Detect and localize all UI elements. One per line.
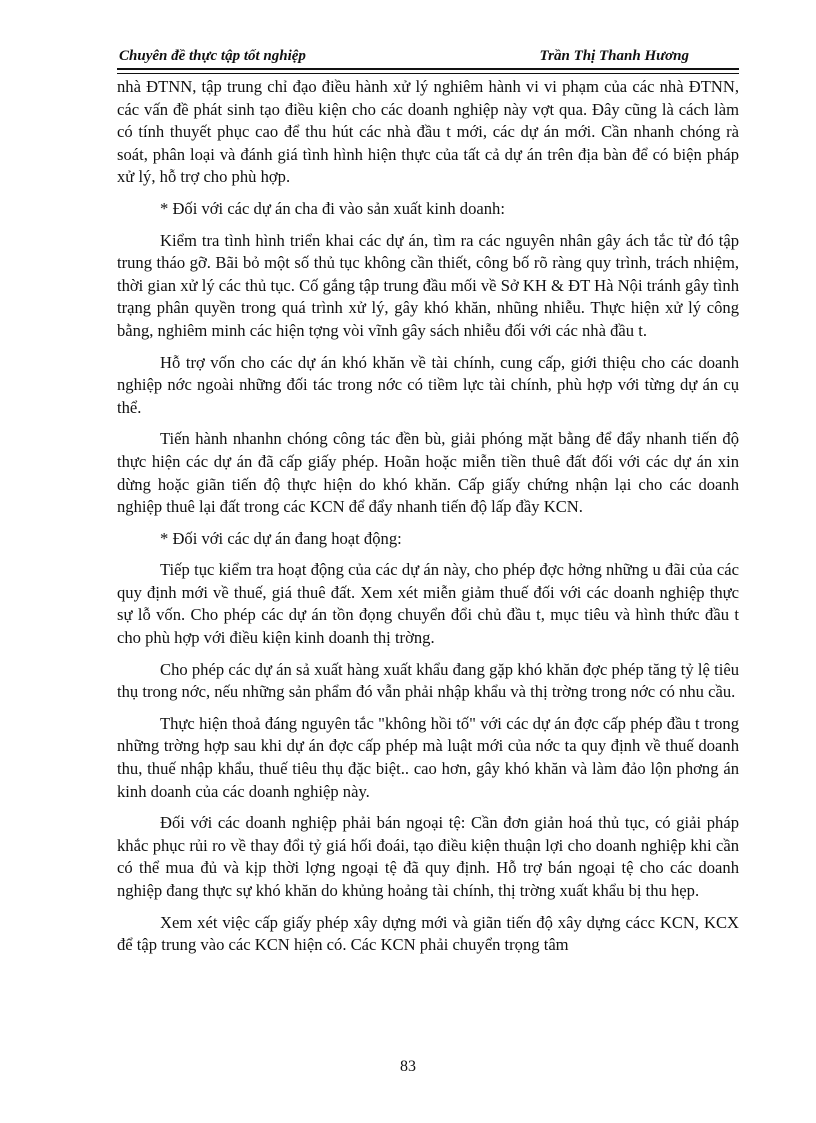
header-rule-thick (117, 68, 739, 70)
page-header (117, 44, 739, 68)
header-title: Chuyên đề thực tập tốt nghiệp (119, 48, 306, 64)
paragraph: nhà ĐTNN, tập trung chỉ đạo điều hành xử lý nghiêm hành vi vi phạm của các nhà ĐTNN, các vấn đề phát sinh tạo điều kiện cho các doanh nghiệp này vợt qua. Đây cũng là cách làm có tính thuyết phục cao để thu hút các nhà đầu t mới, các dự án mới. Cần nhanh chóng rà soát, phân loại và đánh giá tình hình hiện thực của tất cả dự án trên địa bàn để có biện pháp xử lý, hỗ trợ cho phù hợp. (117, 77, 739, 187)
paragraph: Cho phép các dự án sả xuất hàng xuất khẩu đang gặp khó khăn đợc phép tăng tỷ lệ tiêu thụ trong nớc, nếu những sản phẩm đó vẫn phải nhập khẩu và thị trờng trong nớc có nhu cầu. (117, 659, 739, 702)
header-author: Trần Thị Thanh Hương (539, 48, 689, 64)
paragraph: Xem xét việc cấp giấy phép xây dựng mới và giãn tiến độ xây dựng cácc KCN, KCX để tập trung vào các KCN hiện có. Các KCN phải chuyển trọng tâm (117, 912, 739, 955)
paragraph: Tiếp tục kiểm tra hoạt động của các dự án này, cho phép đợc hởng những u đãi của các quy định mới về thuế, giá thuê đất. Xem xét miễn giảm thuế đối với các doanh nghiệp thực sự lỗ vốn. Cho phép các dự án tồn đọng chuyển đổi chủ đầu t, mục tiêu và hình thức đầu t cho phù hợp với điều kiện kinh doanh thị trờng. (117, 560, 739, 648)
header-rule-thin (117, 73, 739, 74)
paragraph: Thực hiện thoả đáng nguyên tắc "không hồi tố" với các dự án đợc cấp phép đầu t trong những trờng hợp sau khi dự án đợc cấp phép mà luật mới của nớc ta quy định về thuế doanh thu, thuế nhập khẩu, thuế tiêu thụ đặc biệt.. cao hơn, gây khó khăn và làm đảo lộn phơng án kinh doanh của các doanh nghiệp này. (117, 713, 739, 801)
paragraph: Đối với các doanh nghiệp phải bán ngoại tệ: Cần đơn giản hoá thủ tục, có giải pháp khắc phục rủi ro về thay đổi tỷ giá hối đoái, tạo điều kiện thuận lợi cho doanh nghiệp khi cần có thể mua đủ và kịp thời lợng ngoại tệ đã quy định. Hỗ trợ bán ngoại tệ cho các doanh nghiệp đang thực sự khó khăn do khủng hoảng tài chính, thị trờng xuất khẩu bị thu hẹp. (117, 813, 739, 900)
page-number: 83 (400, 1058, 416, 1075)
section-heading: * Đối với các dự án cha đi vào sản xuất kinh doanh: (160, 198, 505, 218)
paragraph: Kiểm tra tình hình triển khai các dự án, tìm ra các nguyên nhân gây ách tắc từ đó tập trung tháo gỡ. Bãi bỏ một số thủ tục không cần thiết, công bố rõ ràng quy trình, trách nhiệm, thời gian xử lý các thủ tục. Cố gắng tập trung đầu mối về Sở KH & ĐT Hà Nội tránh gây tình trạng phân quyền trong quá trình xử lý, gây khó khăn, nhũng nhiễu. Thực hiện xử lý công bằng, nghiêm minh các hiện tợng vòi vĩnh gây sách nhiễu đối với các nhà đầu t. (117, 230, 739, 340)
paragraph: Hỗ trợ vốn cho các dự án khó khăn về tài chính, cung cấp, giới thiệu cho các doanh nghiệp nớc ngoài những đối tác trong nớc có tiềm lực tài chính, phù hợp với từng dự án cụ thể. (117, 352, 739, 417)
body-text (117, 76, 739, 966)
paragraph: Tiến hành nhanhn chóng công tác đền bù, giải phóng mặt bằng để đẩy nhanh tiến độ thực hiện các dự án đã cấp giấy phép. Hoãn hoặc miễn tiền thuê đất đối với các dự án xin dừng hoặc giãn tiến độ thực hiện do khó khăn. Cấp giấy chứng nhận lại cho các doanh nghiệp thuê lại đất trong các KCN để đẩy nhanh tiến độ lấp đầy KCN. (117, 429, 739, 517)
section-heading: * Đối với các dự án đang hoạt động: (160, 528, 402, 548)
